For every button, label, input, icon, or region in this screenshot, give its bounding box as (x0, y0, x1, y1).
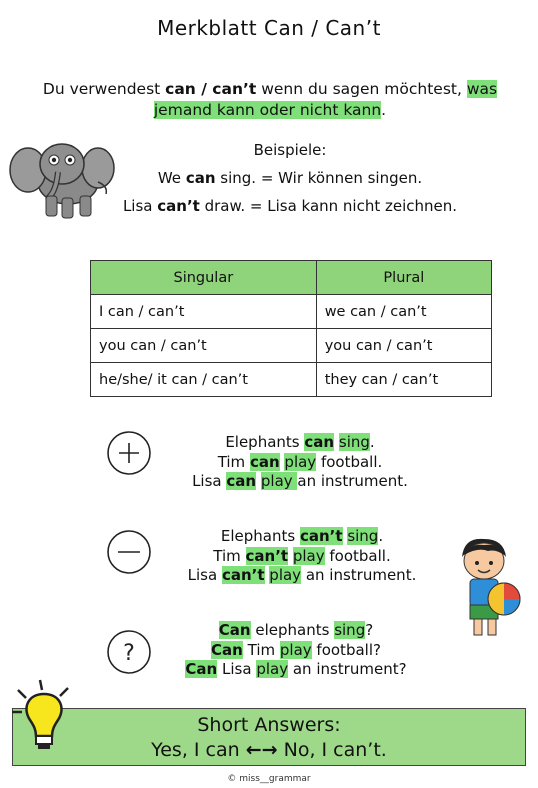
negative-sentences (160, 527, 444, 586)
q-2-b: football? (311, 640, 381, 659)
intro-bold: can / can’t (165, 80, 257, 98)
answer-yes: Yes, I can (151, 739, 246, 761)
minus-icon (107, 530, 151, 574)
question-sentence-2 (160, 641, 432, 661)
intro-text (20, 79, 520, 121)
example-1-pre: We (157, 169, 186, 187)
question-symbol: ? (123, 641, 135, 666)
intro-pre: Du verwendest (42, 80, 166, 98)
short-answers-heading: Short Answers: (197, 714, 341, 736)
pos-1-modal: can (304, 433, 335, 451)
neg-2-b: football. (324, 546, 391, 565)
positive-sentence-2 (160, 453, 440, 473)
short-answers-line (13, 738, 525, 763)
q-2-a: Tim (242, 640, 280, 659)
neg-3-modal: can’t (221, 566, 265, 584)
pos-1-b: . (369, 433, 375, 451)
neg-1-modal: can’t (299, 527, 343, 545)
table-cell: we can / can’t (316, 295, 491, 329)
negative-sentence-1 (160, 527, 444, 547)
credit-text: © miss__grammar (227, 774, 311, 784)
negative-sentence-3 (160, 566, 444, 586)
double-arrow-icon: ←→ (245, 739, 278, 761)
neg-1-a: Elephants (220, 527, 300, 545)
table-cell: you can / can’t (316, 329, 491, 363)
boy-with-ball-illustration (452, 535, 524, 643)
positive-sentence-3 (160, 472, 440, 492)
table-row (91, 295, 492, 329)
example-2-post: draw. = Lisa kann nicht zeichnen. (199, 197, 458, 215)
table-header-plural: Plural (316, 261, 491, 295)
intro-highlight-2: jemand kann oder nicht kann (153, 101, 382, 119)
positive-sentences (160, 433, 440, 492)
table-row (91, 363, 492, 397)
table-row (91, 329, 492, 363)
neg-2-modal: can’t (245, 546, 289, 565)
question-sentence-1 (160, 621, 432, 641)
plus-icon (107, 431, 151, 475)
table-cell: he/she/ it can / can’t (91, 363, 317, 397)
neg-2-a: Tim (213, 546, 246, 565)
answer-no: No, I can’t. (277, 739, 387, 761)
pos-2-b: football. (316, 452, 383, 471)
lightbulb-icon (10, 676, 78, 752)
example-line-1 (80, 164, 500, 192)
q-3-b: an instrument? (288, 660, 407, 678)
short-answers-box (12, 708, 526, 766)
q-1-a: elephants (250, 621, 335, 639)
pos-3-modal: can (226, 472, 257, 490)
neg-3-a: Lisa (187, 566, 222, 584)
q-3-modal: Can (185, 660, 218, 678)
example-line-2 (80, 192, 500, 220)
examples-heading: Beispiele: (253, 141, 327, 159)
pos-2-a: Tim (217, 452, 250, 471)
examples-block (80, 136, 500, 220)
example-2-bold: can’t (157, 197, 200, 215)
neg-3-verb: play (269, 566, 302, 584)
question-icon (107, 630, 151, 674)
pos-3-b: an instrument. (297, 472, 408, 490)
example-1-bold: can (185, 169, 216, 187)
table-cell: you can / can’t (91, 329, 317, 363)
pos-2-verb: play (284, 452, 317, 471)
example-2-pre: Lisa (122, 197, 158, 215)
q-2-verb: play (279, 640, 312, 659)
neg-1-verb: sing (347, 527, 379, 545)
intro-end: . (381, 101, 387, 119)
pos-1-a: Elephants (225, 433, 305, 451)
neg-1-b: . (378, 527, 384, 545)
pos-3-a: Lisa (192, 472, 227, 490)
neg-2-verb: play (292, 546, 325, 565)
table-header-singular: Singular (91, 261, 317, 295)
question-sentence-3 (160, 660, 432, 680)
table-cell: I can / can’t (91, 295, 317, 329)
positive-sentence-1 (160, 433, 440, 453)
pos-3-verb: play (260, 472, 298, 490)
intro-mid: wenn du sagen möchtest, (256, 80, 467, 98)
table-cell: they can / can’t (316, 363, 491, 397)
q-1-verb: sing (334, 621, 366, 639)
question-sentences (160, 621, 432, 680)
q-1-modal: Can (218, 621, 251, 639)
page-title: Merkblatt Can / Can’t (157, 16, 381, 40)
intro-highlight-1: was (466, 80, 498, 98)
pos-2-modal: can (249, 452, 280, 471)
table-header-row (91, 261, 492, 295)
pos-1-verb: sing (338, 433, 370, 451)
q-3-a: Lisa (217, 660, 257, 678)
conjugation-table (90, 260, 492, 397)
negative-sentence-2 (160, 547, 444, 567)
q-1-b: ? (365, 621, 374, 639)
q-2-modal: Can (211, 640, 243, 659)
q-3-verb: play (256, 660, 289, 678)
neg-3-b: an instrument. (301, 566, 417, 584)
example-1-post: sing. = Wir können singen. (215, 169, 423, 187)
